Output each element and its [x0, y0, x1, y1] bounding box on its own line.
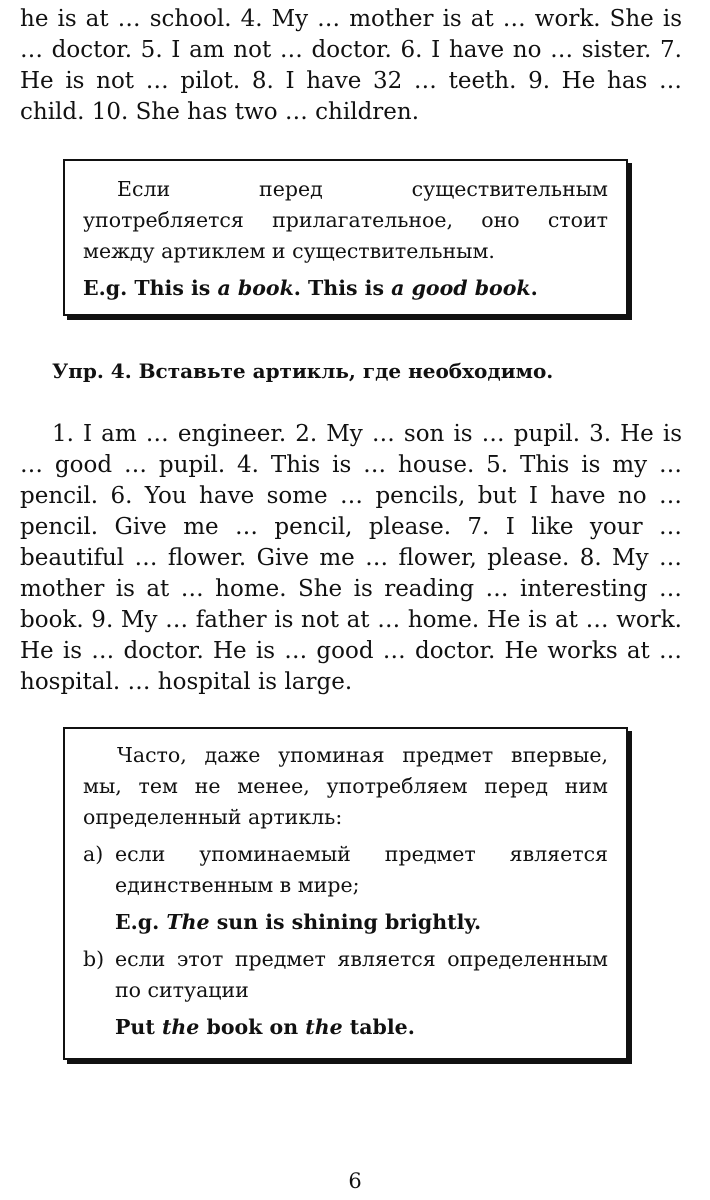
example-italic-a-book: a book	[217, 276, 294, 300]
item-b-example-suffix: table.	[342, 1015, 415, 1039]
exercise-4-text: 1. I am … engineer. 2. My … son is … pupil. 3. He is … good … pupil. 4. This is … house. 5. This is my … pencil. 6. You have some … pencils, but I have no … pencil. Give me … pencil, please. 7. I like your … beautiful … flower. Give me … flower, please. 8. My … mother is at … home. She is reading … interesting … book. 9. My … father is not at … home. He is at … work. He is … doctor. He is … good … doctor. He works at … hospital. … hospital is large.	[20, 421, 682, 695]
item-a-example-italic-the: The	[166, 910, 210, 934]
item-b-example-italic-the-1: the	[161, 1015, 200, 1039]
item-b-example	[115, 1012, 608, 1043]
item-a-example	[115, 907, 608, 938]
exercise-4-heading: Упр. 4. Вставьте артикль, где необходимо.	[52, 359, 554, 383]
item-a-example-suffix: sun is shining brightly.	[209, 910, 482, 934]
example-prefix: E.g. This is	[83, 276, 218, 300]
example-middle: . This is	[293, 276, 392, 300]
rule-item-a	[83, 839, 608, 901]
item-b-text: если этот предмет является определенным по ситуации	[115, 947, 608, 1002]
item-b-example-middle: book on	[199, 1015, 306, 1039]
example-italic-a-good-book: a good book	[391, 276, 531, 300]
exercise-3-continuation: he is at … school. 4. My … mother is at … work. She is … doctor. 5. I am not … doctor. 6. I have no … sister. 7. He is not … pilot. 8. I have 32 … teeth. 9. He has … child. 10. She has two … children.	[20, 6, 682, 125]
item-b-example-italic-the-2: the	[305, 1015, 343, 1039]
item-a-text: если упоминаемый предмет является единственным в мире;	[115, 842, 608, 897]
item-b-marker: b)	[83, 947, 105, 971]
example-suffix: .	[530, 276, 538, 300]
page-number: 6	[348, 1169, 362, 1193]
rule-intro-definite: Часто, даже упоминая предмет впервые, мы, тем не менее, употребляем перед ним определенный артикль:	[83, 743, 608, 829]
item-a-marker: a)	[83, 842, 104, 866]
rule-box-definite-article	[63, 727, 628, 1060]
rule-item-b	[83, 944, 608, 1006]
rule-text-adjective: Если перед существительным употребляется прилагательное, оно стоит между артиклем и существительным.	[83, 177, 608, 263]
item-a-example-prefix: E.g.	[115, 910, 167, 934]
rule-example-adjective	[83, 273, 608, 304]
item-b-example-prefix: Put	[115, 1015, 162, 1039]
rule-box-adjective	[63, 159, 628, 316]
